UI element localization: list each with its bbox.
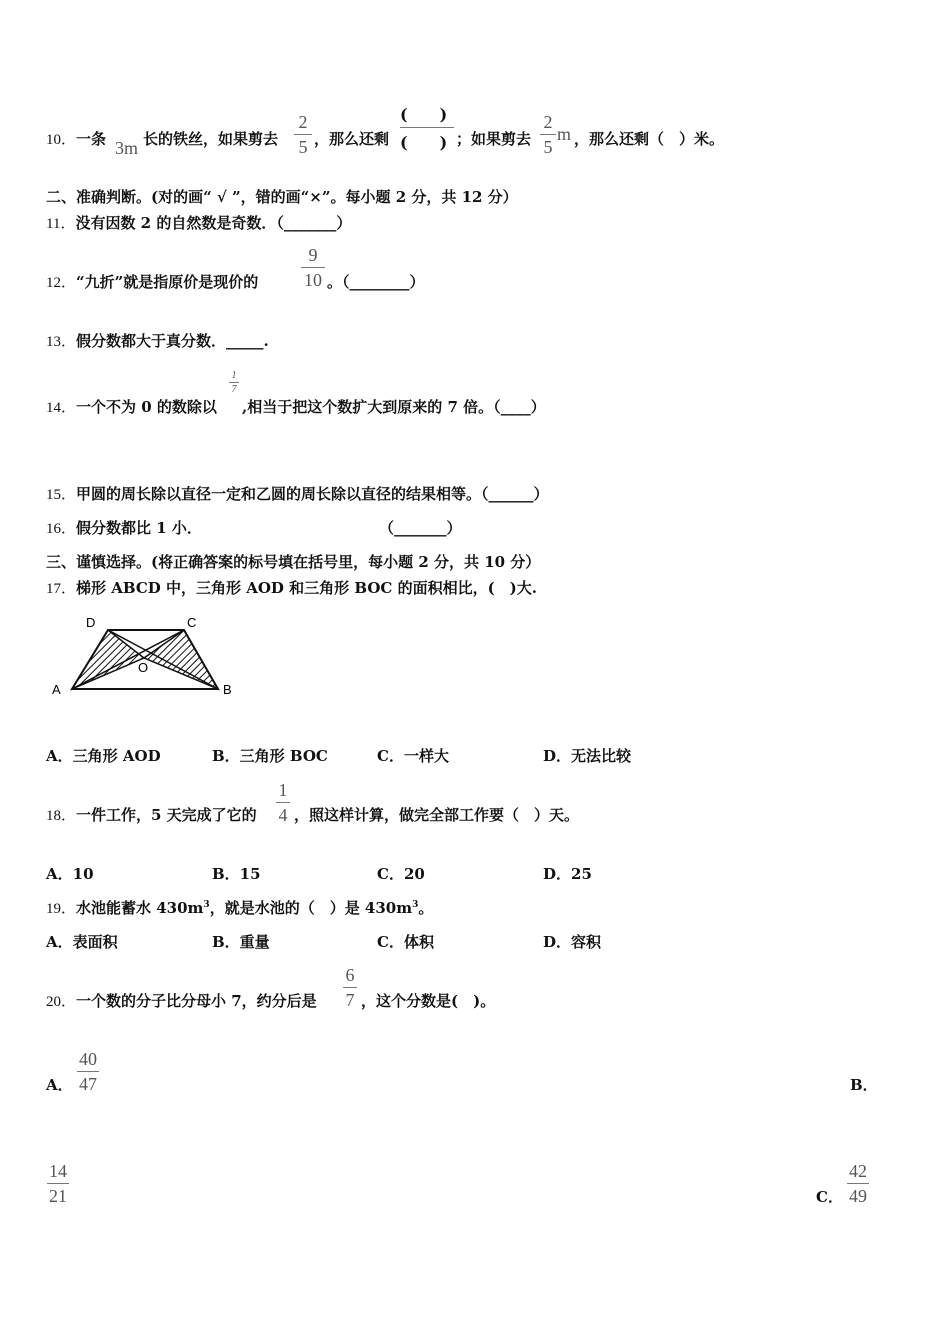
q10-length: 3m xyxy=(115,138,139,158)
q18-fraction xyxy=(276,780,290,825)
q13-line xyxy=(46,330,269,351)
q20-option-b[interactable]: B． xyxy=(850,1076,878,1094)
q17-number: 17． xyxy=(46,581,77,597)
q15-line xyxy=(46,483,549,504)
q18-number: 18． xyxy=(46,808,77,824)
q10-fraction-1 xyxy=(294,112,312,157)
q10-blank-bottom: ( ) xyxy=(400,133,448,152)
q16-line xyxy=(46,517,202,538)
q10-unit: m xyxy=(557,124,572,144)
q16-number: 16． xyxy=(46,521,77,537)
q20-option-c[interactable]: C． xyxy=(816,1188,843,1206)
denominator: 7 xyxy=(231,384,237,395)
fraction-bar xyxy=(847,1183,869,1184)
numerator: 2 xyxy=(298,112,308,132)
q17-line xyxy=(46,577,537,598)
q10-text-4: ；如果剪去 xyxy=(456,130,532,148)
q14-line xyxy=(46,396,217,417)
fraction-bar xyxy=(540,134,556,135)
q18-option-b[interactable]: B．15 xyxy=(212,865,261,883)
q12-line xyxy=(46,271,258,292)
trapezoid-diagram xyxy=(46,612,246,702)
fraction-bar xyxy=(343,987,357,988)
q20-option-a[interactable]: A． xyxy=(46,1076,73,1094)
q19-text-1: 水池能蓄水 430m xyxy=(76,899,204,917)
q19-superscript-1: 3 xyxy=(203,900,210,910)
q10-number: 10． xyxy=(46,132,77,148)
q17-option-d[interactable]: D．无法比较 xyxy=(543,747,632,765)
denominator: 49 xyxy=(849,1186,867,1206)
numerator: 2 xyxy=(543,112,553,132)
q11-text: 没有因数 2 的自然数是奇数．（_______） xyxy=(75,214,352,232)
q13-number: 13． xyxy=(46,334,77,350)
q10-blank-bar xyxy=(400,127,454,128)
section-3-heading: 三、谨慎选择。(将正确答案的标号填在括号里，每小题 2 分，共 10 分） xyxy=(46,553,541,571)
numerator: 1 xyxy=(278,780,288,800)
q20-option-c-fraction xyxy=(847,1161,869,1206)
q20-number: 20． xyxy=(46,994,77,1010)
denominator: 7 xyxy=(345,990,355,1010)
numerator: 1 xyxy=(231,370,237,381)
q19-superscript-2: 3 xyxy=(412,900,419,910)
q20-option-a-fraction xyxy=(77,1049,99,1094)
fraction-bar xyxy=(276,802,290,803)
fraction-bar xyxy=(229,382,239,383)
q20-fraction xyxy=(343,965,357,1010)
q19-option-c[interactable]: C．体积 xyxy=(377,933,434,951)
q18-tail: ，照这样计算，做完全部工作要（ ）天。 xyxy=(294,806,580,824)
q17-option-b[interactable]: B．三角形 BOC xyxy=(212,747,328,765)
q10-blank-top: ( ) xyxy=(400,105,448,124)
label-b: B xyxy=(223,682,232,697)
numerator: 14 xyxy=(49,1161,67,1181)
q20-line xyxy=(46,990,317,1011)
numerator: 6 xyxy=(345,965,355,985)
q17-text: 梯形 ABCD 中，三角形 AOD 和三角形 BOC 的面积相比，( )大. xyxy=(76,579,537,597)
q13-text: 假分数都大于真分数．_____. xyxy=(76,332,269,350)
q10-text-3: ，那么还剩 xyxy=(314,130,390,148)
denominator: 10 xyxy=(304,270,322,290)
label-d: D xyxy=(86,615,96,630)
q14-number: 14． xyxy=(46,400,77,416)
section-2-heading: 二、准确判断。(对的画“ √ ”，错的画“×”。每小题 2 分，共 12 分） xyxy=(46,188,518,206)
q19-option-b[interactable]: B．重量 xyxy=(212,933,270,951)
q12-tail: 。（________） xyxy=(327,273,425,291)
q19-number: 19． xyxy=(46,901,77,917)
label-c: C xyxy=(187,615,197,630)
triangle-boc xyxy=(144,630,218,689)
q20-option-b-fraction xyxy=(47,1161,69,1206)
denominator: 21 xyxy=(49,1186,67,1206)
fraction-bar xyxy=(47,1183,69,1184)
denominator: 47 xyxy=(79,1074,97,1094)
numerator: 9 xyxy=(308,245,318,265)
q15-text: 甲圆的周长除以直径一定和乙圆的周长除以直径的结果相等。（______） xyxy=(76,485,549,503)
q10-text-5: ，那么还剩（ ）米。 xyxy=(574,130,725,148)
q14-text: 一个不为 0 的数除以 xyxy=(76,398,217,416)
denominator: 5 xyxy=(543,137,553,157)
q10-text-2: 长的铁丝，如果剪去 xyxy=(143,130,279,148)
q19-line xyxy=(46,897,433,918)
fraction-bar xyxy=(294,134,312,135)
q19-option-a[interactable]: A．表面积 xyxy=(46,933,118,951)
q10-line xyxy=(46,128,106,149)
denominator: 4 xyxy=(278,805,288,825)
q10-fraction-2 xyxy=(540,112,556,157)
q17-option-a[interactable]: A．三角形 AOD xyxy=(46,747,161,765)
q14-fraction xyxy=(229,370,239,395)
numerator: 40 xyxy=(79,1049,97,1069)
numerator: 42 xyxy=(849,1161,867,1181)
q19-text-3: 。 xyxy=(418,899,434,917)
fraction-bar xyxy=(77,1071,99,1072)
q16-blank: （_______） xyxy=(379,519,462,537)
q14-tail: ,相当于把这个数扩大到原来的 7 倍。（____） xyxy=(242,398,546,416)
q18-option-a[interactable]: A．10 xyxy=(46,865,94,883)
denominator: 5 xyxy=(298,137,308,157)
triangle-aod xyxy=(72,630,144,689)
q20-tail: ，这个分数是( )。 xyxy=(361,992,496,1010)
q17-option-c[interactable]: C．一样大 xyxy=(377,747,449,765)
q12-number: 12． xyxy=(46,275,77,291)
q12-fraction xyxy=(301,245,325,290)
q19-text-2: ，就是水池的（ ）是 430m xyxy=(209,899,413,917)
q18-text: 一件工作，5 天完成了它的 xyxy=(76,806,257,824)
label-a: A xyxy=(52,682,61,697)
label-o: O xyxy=(138,660,149,675)
q18-option-d[interactable]: D．25 xyxy=(543,865,592,883)
q16-text: 假分数都比 1 小． xyxy=(76,519,202,537)
q12-text: “九折”就是指原价是现价的 xyxy=(76,273,259,291)
q15-number: 15． xyxy=(46,487,77,503)
q11-line xyxy=(46,212,351,233)
q18-line xyxy=(46,804,257,825)
q10-text-1: 一条 xyxy=(76,130,107,148)
q18-option-c[interactable]: C．20 xyxy=(377,865,425,883)
q19-option-d[interactable]: D．容积 xyxy=(543,933,602,951)
q20-text: 一个数的分子比分母小 7，约分后是 xyxy=(76,992,317,1010)
fraction-bar xyxy=(301,267,325,268)
q11-number: 11． xyxy=(46,216,76,232)
